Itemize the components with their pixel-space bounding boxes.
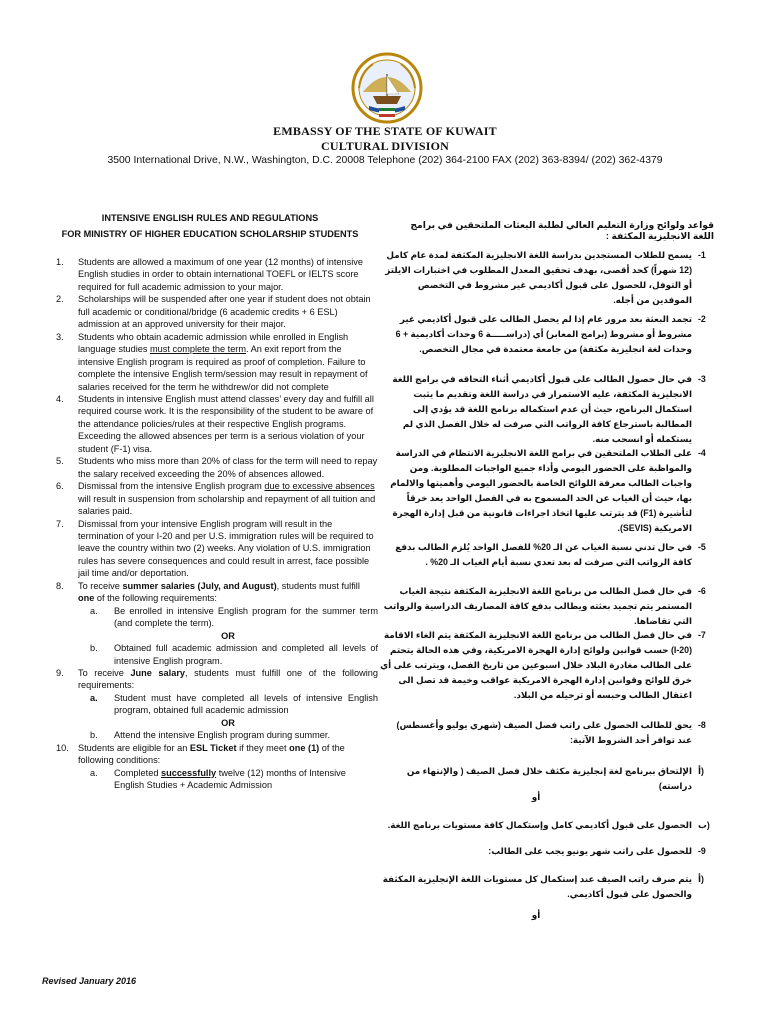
sub-item-label: a. bbox=[90, 767, 98, 778]
list-item bbox=[56, 518, 378, 580]
sub-item bbox=[78, 642, 378, 667]
item-number: 10. bbox=[56, 742, 69, 753]
arabic-item-number: ب) bbox=[698, 820, 710, 830]
text-segment: To receive bbox=[78, 580, 123, 591]
text-segment: Completed bbox=[114, 767, 161, 778]
sub-item-text bbox=[114, 768, 346, 790]
text-segment: . An exit report from the intensive English program is required as proof of completion. Failure to complete the intensive English term/session may result in repayment of salaries received for the term he withdrew/or did not complete bbox=[78, 344, 368, 392]
item-text: Students who miss more than 20% of class for the term will need to repay the salary received exceeding the 20% of absences allowed. bbox=[78, 456, 378, 479]
rules-title: INTENSIVE ENGLISH RULES AND REGULATIONS bbox=[101, 213, 319, 223]
english-rules-list bbox=[56, 256, 378, 791]
bold-underlined-text: successfully bbox=[160, 767, 217, 778]
arabic-list-item bbox=[370, 446, 726, 536]
arabic-item-text: يسمح للطلاب المستجدين بدراسة اللغة الانجليزية المكثفة لمدة عام كامل (12 شهراً) كحد أقصى، بهدف تحقيق المعدل المطلوب في اختبارات الايلتز أو التوفل، للحصول على قبول أكاديمي غير مشروط في التخصص الموفدين من أجله. bbox=[385, 250, 692, 305]
arabic-list-item bbox=[370, 844, 726, 859]
revision-note: Revised January 2016 bbox=[42, 976, 137, 986]
sub-item-text: Be enrolled in intensive English program for the summer term (and complete the term). bbox=[114, 605, 378, 629]
bold-text: summer salaries (July, and August) bbox=[122, 580, 277, 591]
item-number: 7. bbox=[56, 518, 64, 529]
sub-item-label: a. bbox=[90, 692, 98, 703]
sub-item bbox=[78, 605, 378, 630]
text-segment: twelve (12) months of Intensive English Studies + Academic Admission bbox=[114, 767, 346, 791]
arabic-or-separator bbox=[370, 908, 726, 923]
arabic-list-item bbox=[370, 584, 726, 629]
arabic-item-number: أ) bbox=[698, 766, 704, 776]
text-segment: To receive bbox=[78, 667, 131, 678]
text-segment: , students must fulfill bbox=[276, 580, 360, 591]
item-number: 8. bbox=[56, 580, 64, 591]
arabic-item-number: -3 bbox=[698, 374, 706, 384]
item-text: Dismissal from your intensive English program will result in the termination of your I-20 and per U.S. immigration rules will be required to leave the country within two (2) weeks. Any violation of U.S. immigration rules has severe consequences and could result in arrest, face possible jail time and/or deportation. bbox=[78, 518, 374, 579]
list-item bbox=[56, 331, 378, 393]
list-item bbox=[56, 393, 378, 455]
or-separator: OR bbox=[221, 717, 235, 728]
arabic-item-number: -2 bbox=[698, 314, 706, 324]
text-segment: will result in suspension from scholarship and repayment of all tuition and salaries paid. bbox=[78, 493, 376, 517]
item-number: 1. bbox=[56, 257, 64, 267]
kuwait-emblem-icon bbox=[351, 52, 423, 124]
arabic-or-text: أو bbox=[531, 910, 541, 920]
arabic-item-number: -7 bbox=[698, 630, 706, 640]
sub-item bbox=[78, 767, 378, 792]
or-separator: OR bbox=[221, 630, 235, 641]
underlined-text: due to excessive absences bbox=[264, 481, 375, 492]
sub-item-text: Obtained full academic admission and completed all levels of intensive English program. bbox=[114, 643, 378, 666]
list-item bbox=[56, 580, 378, 667]
arabic-item-number: -4 bbox=[698, 448, 706, 458]
text-segment: Students who obtain academic admission while enrolled in English language studies bbox=[78, 331, 349, 355]
arabic-item-text: الحصول على قبول أكاديمي كامل وإستكمال كافة مستويات برنامج اللغة. bbox=[387, 820, 692, 830]
sub-item-text: Student must have completed all levels of intensive English program, obtained full academic admission bbox=[114, 692, 378, 716]
item-text bbox=[78, 580, 378, 605]
arabic-item-number: -6 bbox=[698, 586, 706, 596]
list-item bbox=[56, 480, 378, 517]
item-number: 3. bbox=[56, 331, 64, 342]
item-text: Students in intensive English must attend classes’ every day and fulfill all required course work. It is the responsibility of the student to be aware of the attendance policies/rules at their respective English programs. Exceeding the allowed absences per term is a serious violation of your student (F-1) visa. bbox=[78, 393, 374, 454]
arabic-item-text: في حال فصل الطالب من برنامج اللغة الانجليزية المكثفة يتم الغاء الاقامة (I-20) حسب قوانين ولوائح إدارة الهجرة الامريكية، وفي هذه الحالة يتحتم على الطالب مغادرة البلاد خلال اسبوعين من تاريخ الفصل، ويترتب على أي خرق للوائح وقوانين إدارة الهجرة الامريكية عواقب وخيمة قد تصل الى اعتقال الطالب وحبسه أو ترحيله من البلاد. bbox=[380, 630, 692, 700]
arabic-or-separator bbox=[370, 790, 726, 805]
item-text: Students are allowed a maximum of one year (12 months) of intensive English studies in order to obtain international TOEFL or IELTS score required for full academic admission to your major. bbox=[78, 257, 363, 292]
sub-item-text: Attend the intensive English program during summer. bbox=[114, 730, 331, 741]
item-number: 9. bbox=[56, 667, 64, 678]
text-segment: Students are eligible for an bbox=[78, 742, 190, 753]
sub-item-label: b. bbox=[90, 730, 98, 741]
text-segment: of the following conditions: bbox=[78, 742, 345, 766]
list-item bbox=[56, 293, 378, 330]
arabic-item-number: -9 bbox=[698, 846, 706, 856]
text-segment: , students must fulfill one of the following requirements: bbox=[78, 667, 378, 691]
item-text bbox=[78, 331, 378, 393]
list-item bbox=[56, 455, 378, 480]
arabic-rules-title: قواعد ولوائح وزارة التعليم العالي لطلبة البعثات الملتحقين في برامج اللغة الانجليزية المكثفة : bbox=[410, 220, 714, 241]
sub-item-label: a. bbox=[90, 605, 98, 616]
bold-text: June salary bbox=[130, 667, 186, 678]
underlined-text: must complete the term bbox=[150, 344, 247, 355]
item-text: Scholarships will be suspended after one year if student does not obtain full academic or conditional/bridge (6 academic credits + 6 ESL) admission at an approved university for their major. bbox=[78, 294, 371, 330]
embassy-title: EMBASSY OF THE STATE OF KUWAIT bbox=[273, 124, 497, 138]
item-text bbox=[78, 480, 378, 517]
arabic-list-item bbox=[370, 248, 726, 308]
arabic-item-text: في حال تدني نسبة الغياب عن الـ 20% للفصل الواحد يُلزم الطالب بدفع كافة الرواتب التي صرفت له بعد تعدي نسبة أيام الغياب الـ 20% . bbox=[395, 542, 692, 567]
item-number: 4. bbox=[56, 393, 64, 404]
arabic-item-text: على الطلاب الملتحقين في برامج اللغة الانجليزية الانتظام في الدراسة والمواظبة على الحضور اليومي وأداء جميع الواجبات المطلوبة. ومن واجبات الطالب معرفة اللوائح الخاصة بالحضور اليومي وأهميتها والالمام بها، حيث أن الغياب عن الحد المسموح به في الفصل الواحد يعد خرقاً لتأشيرة (F1) قد يترتب عليها اتخاذ اجراءات قانونية من قبل إدارة الهجرة الامريكية (SEVIS). bbox=[390, 448, 692, 533]
arabic-item-number: -8 bbox=[698, 720, 706, 730]
arabic-item-number: -5 bbox=[698, 542, 706, 552]
list-item bbox=[56, 742, 378, 792]
text-segment: of the following requirements: bbox=[94, 593, 217, 604]
sub-item bbox=[78, 692, 378, 717]
arabic-item-text: للحصول على راتب شهر يونيو يجب على الطالب: bbox=[488, 846, 692, 856]
list-item bbox=[56, 256, 378, 293]
sub-item bbox=[78, 729, 378, 741]
item-text bbox=[78, 667, 378, 692]
arabic-list-item bbox=[370, 628, 726, 703]
item-number: 6. bbox=[56, 481, 64, 492]
arabic-list-item bbox=[370, 372, 726, 447]
arabic-item-number: أ) bbox=[698, 874, 704, 884]
item-number: 2. bbox=[56, 294, 64, 305]
arabic-list-item bbox=[370, 312, 726, 357]
arabic-item-text: الإلتحاق ببرنامج لغة إنجليزية مكثف خلال فصل الصيف ( والإنتهاء من دراسته) bbox=[406, 766, 692, 791]
item-text bbox=[78, 742, 378, 767]
sub-item-label: b. bbox=[90, 643, 98, 654]
text-segment: if they meet bbox=[236, 742, 290, 753]
address-line: 3500 International Drive, N.W., Washington, D.C. 20008 Telephone (202) 364-2100 FAX (202) 363-8394/ (202) 362-4379 bbox=[107, 155, 663, 166]
arabic-list-item bbox=[370, 540, 726, 570]
arabic-list-item bbox=[370, 718, 726, 748]
arabic-item-text: في حال فصل الطالب من برنامج اللغة الانجليزية المكثفة نتيجة الغياب المستمر يتم تجميد بعثته ويطالب بدفع كافة المصاريف الدراسية والرواتب التي تقاضاها. bbox=[383, 586, 692, 626]
arabic-item-text: يحق للطالب الحصول على راتب فصل الصيف (شهري يوليو وأغسطس) عند توافر أحد الشروط الآتية: bbox=[396, 720, 692, 745]
division-title: CULTURAL DIVISION bbox=[321, 139, 449, 153]
arabic-item-text: في حال حصول الطالب على قبول أكاديمي أثناء التحاقه في برامج اللغة الانجليزية المكثفة، عليه الاستمرار في دراسة اللغة وتقديم ما يثبت استكمال البرنامج، حيث أن عدم استكماله برنامج اللغة قد يؤدي إلى المطالبة باسترجاع كافة الرواتب التي صرفت له خلال الفصل الذي لم يستكمله أو انسحب منه. bbox=[392, 374, 692, 444]
list-item bbox=[56, 667, 378, 742]
arabic-item-number: -1 bbox=[698, 250, 706, 260]
arabic-list-item bbox=[370, 818, 726, 833]
text-segment: Dismissal from the intensive English program bbox=[78, 481, 265, 492]
bold-text: ESL Ticket bbox=[189, 742, 237, 753]
rules-subtitle: FOR MINISTRY OF HIGHER EDUCATION SCHOLARSHIP STUDENTS bbox=[61, 229, 359, 239]
arabic-item-text: تجمد البعثة بعد مرور عام إذا لم يحصل الطالب على قبول أكاديمي غير مشروط أو مشروط (برامج المعابر) أي (دراســـــة 6 وحدات أكاديمية + 6 وحدات لغة انجليزية مكثفة) من جامعة معتمدة في مجال التخصص. bbox=[395, 314, 692, 354]
bold-text: one bbox=[78, 593, 95, 604]
arabic-item-text: يتم صرف راتب الصيف عند إستكمال كل مستويات اللغة الإنجليزية المكثفة والحصول على قبول أكاديمي. bbox=[382, 874, 692, 899]
bold-text: one (1) bbox=[289, 742, 320, 753]
arabic-or-text: أو bbox=[531, 792, 541, 802]
arabic-list-item bbox=[370, 872, 726, 902]
item-number: 5. bbox=[56, 456, 64, 467]
